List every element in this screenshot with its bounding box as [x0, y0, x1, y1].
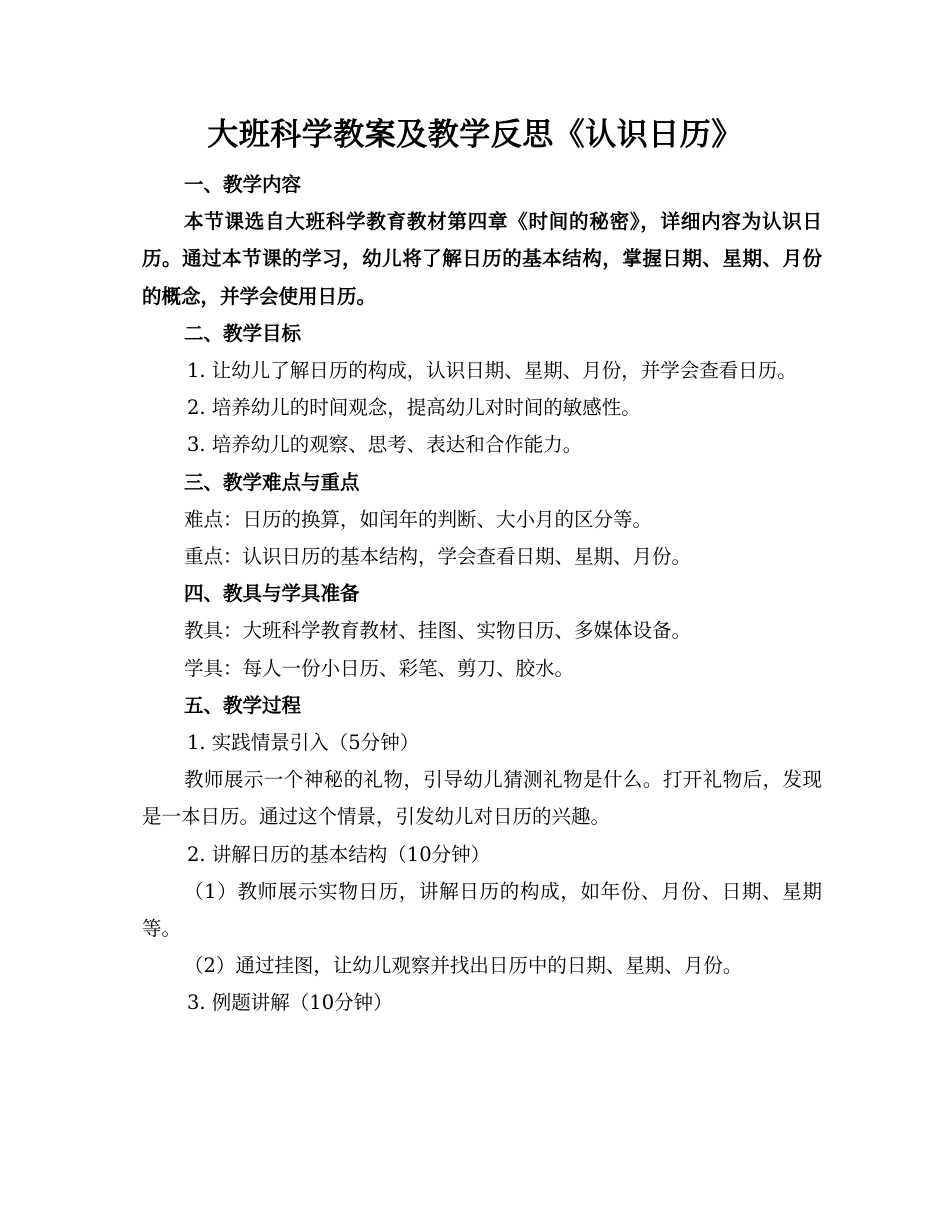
process-paragraph: 教师展示一个神秘的礼物，引导幼儿猜测礼物是什么。打开礼物后，发现是一本日历。通过这个情景，引发幼儿对日历的兴趣。: [142, 768, 822, 829]
teaching-aids-item: 教具：大班科学教育教材、挂图、实物日历、多媒体设备。: [184, 619, 692, 643]
section-heading-objectives: 二、教学目标: [184, 321, 302, 345]
difficulty-item: 难点：日历的换算，如闰年的判断、大小月的区分等。: [184, 507, 653, 531]
learning-aids-item: 学具：每人一份小日历、彩笔、剪刀、胶水。: [184, 656, 575, 680]
content-paragraph: 本节课选自大班科学教育教材第四章《时间的秘密》，详细内容为认识日历。通过本节课的学习，幼儿将了解日历的基本结构，掌握日期、星期、月份的概念，并学会使用日历。: [142, 210, 822, 308]
objective-item: 3. 培养幼儿的观察、思考、表达和合作能力。: [187, 433, 583, 457]
process-paragraph: （2）通过挂图，让幼儿观察并找出日历中的日期、星期、月份。: [184, 954, 743, 978]
process-step: 1. 实践情景引入（5分钟）: [187, 731, 420, 755]
document-title: 大班科学教案及教学反思《认识日历》: [207, 117, 743, 153]
key-point-item: 重点：认识日历的基本结构，学会查看日期、星期、月份。: [184, 545, 692, 569]
objective-item: 1. 让幼儿了解日历的构成，认识日期、星期、月份，并学会查看日历。: [187, 359, 797, 383]
process-paragraph: （1）教师展示实物日历，讲解日历的构成，如年份、月份、日期、星期等。: [142, 879, 822, 941]
document-body: [142, 166, 822, 1022]
section-heading-materials: 四、教具与学具准备: [184, 582, 360, 606]
process-step: 3. 例题讲解（10分钟）: [187, 991, 393, 1015]
section-heading-content: 一、教学内容: [184, 173, 302, 196]
process-step: 2. 讲解日历的基本结构（10分钟）: [187, 842, 491, 866]
section-heading-key-points: 三、教学难点与重点: [184, 470, 360, 494]
section-heading-process: 五、教学过程: [184, 693, 302, 717]
objective-item: 2. 培养幼儿的时间观念，提高幼儿对时间的敏感性。: [187, 396, 641, 420]
